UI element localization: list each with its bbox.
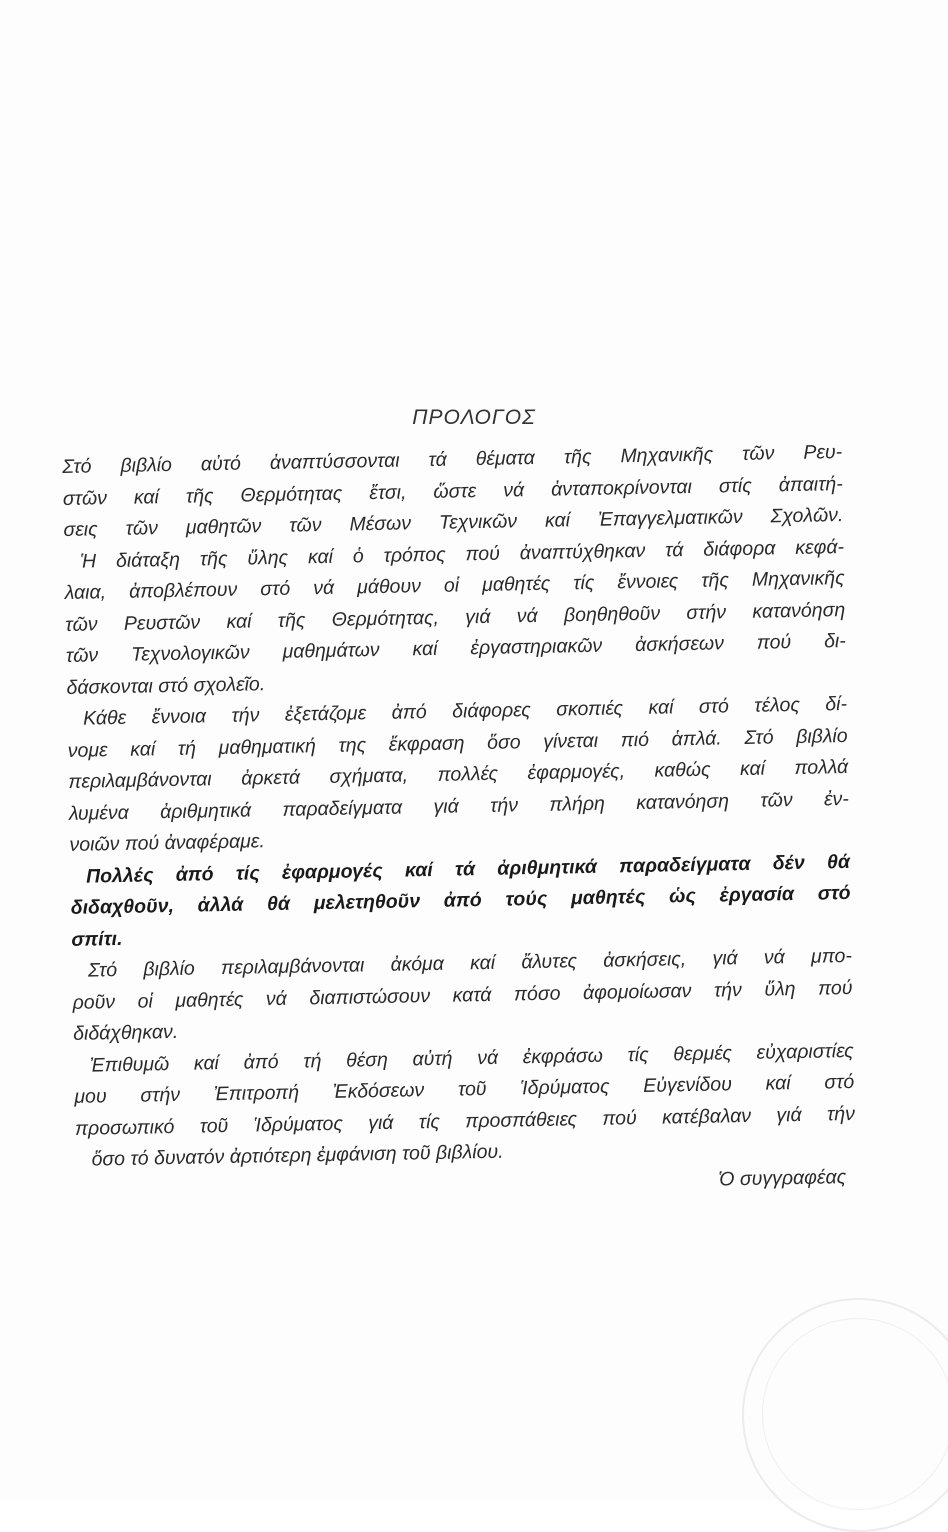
text-line: ροῦν οἱ μαθητές νά διαπιστώσουν κατά πόσο ἀφομοίωσαν τήν ὕλη πού bbox=[72, 976, 853, 1014]
text-line: λαια, ἀποβλέπουν στό νά μάθουν οἱ μαθητές τίς ἔννοιες τῆς Μηχανικῆς bbox=[64, 567, 845, 604]
text-line: δάσκονται στό σχολεῖο. bbox=[66, 672, 266, 699]
text-line: σεις τῶν μαθητῶν τῶν Μέσων Τεχνικῶν καί Ἐπαγγελματικῶν Σχολῶν. bbox=[63, 504, 844, 541]
text-line-bold: Πολλές ἀπό τίς ἐφαρμογές καί τά ἀριθμητικά παραδείγματα δέν θά bbox=[85, 850, 851, 888]
text-line: ὅσο τό δυνατόν ἀρτιότερη ἐμφάνιση τοῦ βιβλίου. bbox=[91, 1140, 504, 1171]
author-signature: Ὁ συγγραφέας bbox=[718, 1165, 847, 1191]
preface-body bbox=[62, 437, 856, 1208]
text-line-bold: σπίτι. bbox=[71, 927, 123, 951]
text-line: τῶν Τεχνολογικῶν μαθημάτων καί ἐργαστηριακῶν ἀσκήσεων πού δι- bbox=[65, 629, 846, 667]
text-line: Ἐπιθυμῶ καί ἀπό τή θέση αὐτή νά ἐκφράσω τίς θερμές εὐχαριστίες bbox=[89, 1039, 854, 1077]
text-line: στῶν καί τῆς Θερμότητας ἔτσι, ὥστε νά ἀνταποκρίνονται στίς ἀπαιτή- bbox=[62, 472, 843, 510]
text-line: νοιῶν πού ἀναφέραμε. bbox=[69, 830, 266, 856]
text-line-bold: διδαχθοῦν, ἀλλά θά μελετηθοῦν ἀπό τούς μαθητές ὡς ἐργασία στό bbox=[70, 881, 851, 919]
text-line: τῶν Ρευστῶν καί τῆς Θερμότητας, γιά νά βοηθηθοῦν στήν κατανόηση bbox=[65, 598, 846, 636]
text-line: λυμένα ἀριθμητικά παραδείγματα γιά τήν πλήρη κατανόηση τῶν ἐν- bbox=[68, 787, 850, 825]
text-line: προσωπικό τοῦ Ἱδρύματος γιά τίς προσπάθειες πού κατέβαλαν γιά τήν bbox=[74, 1102, 856, 1140]
text-line: νομε καί τή μαθηματική της ἔκφραση ὅσο γίνεται πιό ἁπλά. Στό βιβλίο bbox=[67, 724, 848, 762]
text-line: διδάχθηκαν. bbox=[72, 1020, 179, 1045]
show-through-text bbox=[355, 342, 360, 363]
library-stamp bbox=[742, 1298, 948, 1532]
text-line: μου στήν Ἐπιτροπή Ἐκδόσεων τοῦ Ἱδρύματος Εὐγενίδου καί στό bbox=[74, 1070, 855, 1108]
page-title: ΠΡΟΛΟΓΟΣ bbox=[412, 406, 536, 429]
text-line: Ἡ διάταξη τῆς ὕλης καί ὁ τρόπος πού ἀναπτύχθηκαν τά διάφορα κεφά- bbox=[79, 535, 845, 573]
text-line: Στό βιβλίο περιλαμβάνονται ἀκόμα καί ἄλυτες ἀσκήσεις, γιά νά μπο- bbox=[87, 944, 853, 982]
text-line: Στό βιβλίο αὐτό ἀναπτύσσονται τά θέματα τῆς Μηχανικῆς τῶν Ρευ- bbox=[62, 441, 843, 478]
text-line: περιλαμβάνονται ἀρκετά σχήματα, πολλές ἐφαρμογές, καθώς καί πολλά bbox=[68, 755, 849, 793]
text-line: Κάθε ἔννοια τήν ἐξετάζομε ἀπό διάφορες σκοπιές καί στό τέλος δί- bbox=[82, 692, 848, 730]
library-stamp-inner-ring bbox=[762, 1318, 948, 1510]
